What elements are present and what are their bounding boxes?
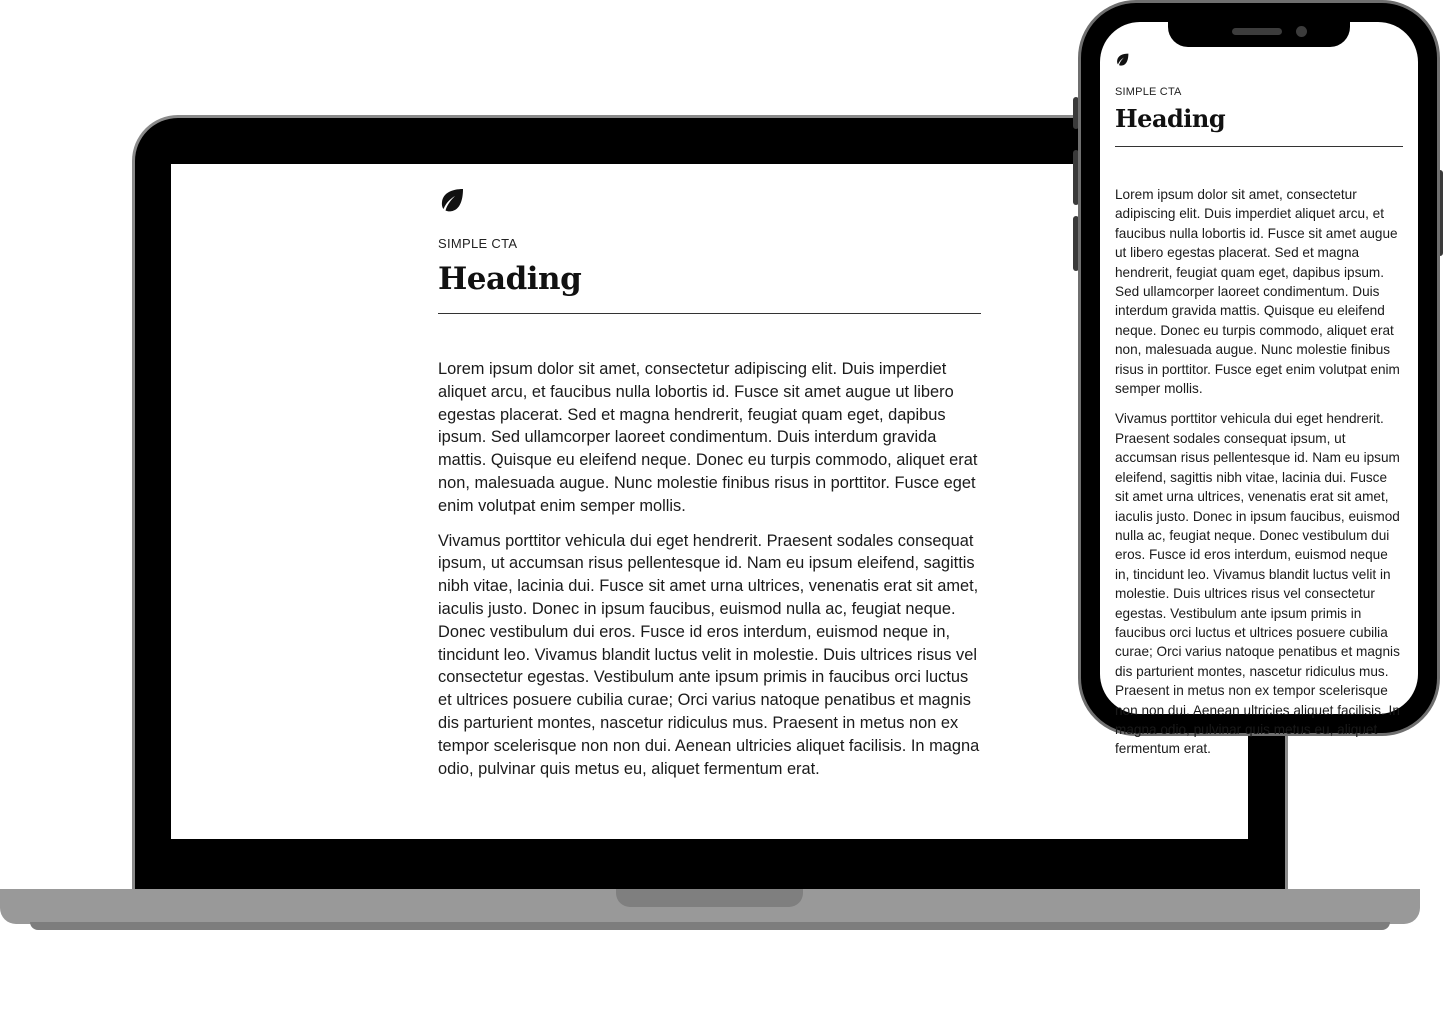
body-paragraph: Vivamus porttitor vehicula dui eget hendrerit. Praesent sodales consequat ipsum, ut accumsan risus pellentesque id. Nam eu ipsum eleifend, sagittis nibh vitae, lacinia dui. Fusce sit amet urna ultrices, venenatis erat sit amet, iaculis justo. Donec in ipsum faucibus, euismod nulla ac, feugiat neque. Donec vestibulum dui eros. Fusce id eros interdum, euismod neque in, tincidunt leo. Vivamus blandit luctus velit in molestie. Duis ultrices risus vel consectetur egestas. Vestibulum ante ipsum primis in faucibus orci luctus et ultrices posuere cubilia curae; Orci varius natoque penatibus et magnis dis parturient montes, nascetur ridiculus mus. Praesent in metus non ex tempor scelerisque non non dui. Aenean ultricies aliquet facilisis. In magna odio, pulvinar quis metus eu, aliquet fermentum erat. bbox=[438, 531, 980, 778]
page-heading: Heading bbox=[1115, 104, 1226, 133]
laptop-page-content bbox=[438, 186, 981, 792]
leaf-icon bbox=[1115, 52, 1130, 67]
phone-screen bbox=[1100, 22, 1418, 757]
heading-divider bbox=[438, 313, 981, 314]
phone-speaker bbox=[1232, 28, 1282, 35]
body-text bbox=[438, 358, 981, 780]
phone-camera bbox=[1296, 26, 1307, 37]
phone-page-content bbox=[1115, 52, 1404, 770]
body-paragraph: Lorem ipsum dolor sit amet, consectetur adipiscing elit. Duis imperdiet aliquet arcu, et faucibus nulla lobortis id. Fusce sit amet augue ut libero egestas placerat. Sed et magna hendrerit, feugiat quam eget, dapibus ipsum. Sed ullamcorper laoreet condimentum. Duis interdum gravida mattis. Quisque eu eleifend neque. Donec eu turpis commodo, aliquet erat non, malesuada augue. Nunc molestie finibus risus in porttitor. Fusce eget enim volutpat enim semper mollis. bbox=[1115, 187, 1400, 397]
page-heading: Heading bbox=[438, 261, 582, 297]
eyebrow-label: SIMPLE CTA bbox=[1115, 86, 1182, 98]
eyebrow-label: SIMPLE CTA bbox=[438, 236, 518, 251]
body-paragraph: Lorem ipsum dolor sit amet, consectetur adipiscing elit. Duis imperdiet aliquet arcu, et faucibus nulla lobortis id. Fusce sit amet augue ut libero egestas placerat. Sed et magna hendrerit, feugiat quam eget, dapibus ipsum. Sed ullamcorper laoreet condimentum. Duis interdum gravida mattis. Quisque eu eleifend neque. Donec eu turpis commodo, aliquet erat non, malesuada augue. Nunc molestie finibus risus in porttitor. Fusce eget enim volutpat enim semper mollis. bbox=[438, 360, 978, 515]
body-paragraph: Vivamus porttitor vehicula dui eget hendrerit. Praesent sodales consequat ipsum, ut accumsan risus pellentesque id. Nam eu ipsum eleifend, sagittis nibh vitae, lacinia dui. Fusce sit amet urna ultrices, venenatis erat sit amet, iaculis justo. Donec in ipsum faucibus, euismod nulla ac, feugiat neque. Donec vestibulum dui eros. Fusce id eros interdum, euismod neque in, tincidunt leo. Vivamus blandit luctus velit in molestie. Duis ultrices risus vel consectetur egestas. Vestibulum ante ipsum primis in faucibus orci luctus et ultrices posuere cubilia curae; Orci varius natoque penatibus et magnis dis parturient montes, nascetur ridiculus mus. Praesent in metus non ex tempor scelerisque non non dui. Aenean ultricies aliquet facilisis. In magna odio, pulvinar quis metus eu, aliquet fermentum erat. bbox=[1115, 411, 1400, 757]
laptop-base-foot bbox=[30, 922, 1390, 930]
heading-divider bbox=[1115, 146, 1403, 147]
body-text bbox=[1115, 185, 1404, 759]
leaf-icon bbox=[438, 186, 466, 214]
laptop-hinge-notch bbox=[616, 889, 803, 907]
